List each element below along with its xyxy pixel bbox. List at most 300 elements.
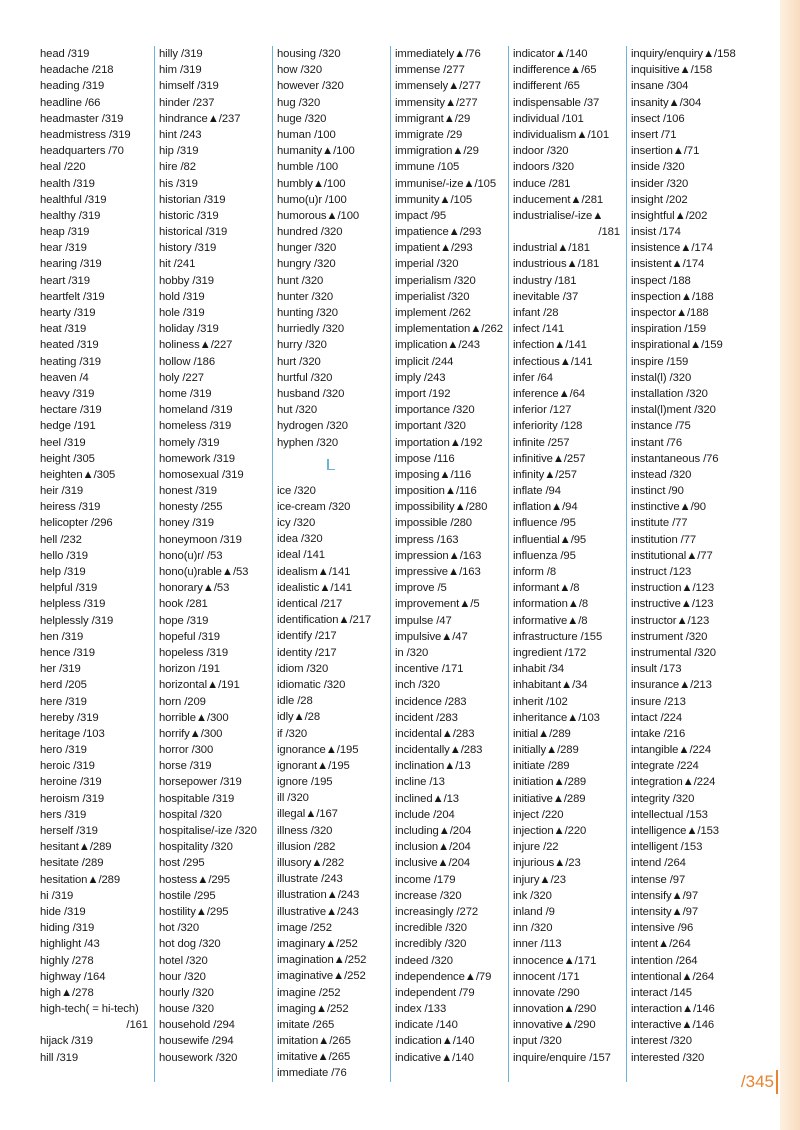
index-entry: insertion▲/71 — [631, 145, 700, 158]
index-entry: installation /320 — [631, 387, 708, 400]
index-entry: inclined▲/13 — [395, 792, 459, 805]
index-entry: intellectual /153 — [631, 808, 708, 821]
index-entry: index /133 — [395, 1003, 447, 1016]
index-entry: indication▲/140 — [395, 1035, 475, 1048]
index-entry: inform /8 — [513, 566, 557, 578]
index-entry: human /100 — [277, 128, 336, 141]
index-entry: incline /13 — [395, 776, 445, 789]
index-entry: insurance▲/213 — [631, 679, 712, 692]
index-entry: hospitalise/-ize /320 — [159, 825, 257, 837]
index-entry: identify /217 — [277, 630, 337, 643]
index-entry: intelligent /153 — [631, 841, 703, 854]
index-entry: immensity▲/277 — [395, 96, 478, 109]
index-entry: insistent▲/174 — [631, 258, 705, 271]
index-entry: highly /278 — [40, 954, 94, 967]
index-entry: height /305 — [40, 452, 95, 465]
index-entry: idealism▲/141 — [277, 565, 351, 578]
index-entry: hiding /319 — [40, 922, 95, 935]
index-entry: heating /319 — [40, 355, 101, 368]
index-entry: implement /262 — [395, 307, 471, 319]
index-entry: historical /319 — [159, 226, 228, 239]
index-entry: impossible /280 — [395, 517, 472, 530]
index-entry: innovation▲/290 — [513, 1003, 597, 1016]
index-entry: inject /220 — [513, 808, 564, 821]
page-number: /345 — [740, 1072, 774, 1091]
index-entry: hear /319 — [40, 242, 87, 255]
index-entry: instal(l)ment /320 — [631, 404, 716, 417]
index-entry: hopeless /319 — [159, 646, 229, 659]
index-entry: inclination▲/13 — [395, 760, 471, 773]
index-entry: initiate /289 — [513, 760, 570, 773]
index-entry: inspiration /159 — [631, 323, 707, 336]
index-entry: himself /319 — [159, 80, 219, 93]
index-entry: hour /320 — [159, 970, 206, 983]
index-entry: immigration▲/29 — [395, 145, 479, 158]
index-entry: idiomatic /320 — [277, 678, 346, 691]
index-entry: initially▲/289 — [513, 744, 579, 757]
index-entry: inhabitant▲/34 — [513, 679, 588, 692]
index-entry: income /179 — [395, 873, 456, 886]
index-entry: innocent /171 — [513, 970, 580, 983]
index-column — [272, 46, 390, 1082]
index-entry: insightful▲/202 — [631, 209, 708, 222]
index-entry: heroic /319 — [40, 760, 95, 773]
index-entry: heiress /319 — [40, 501, 101, 514]
index-entry: hen /319 — [40, 630, 84, 643]
index-entry: immediately▲/76 — [395, 48, 481, 60]
index-entry: imperialist /320 — [395, 290, 470, 303]
index-entry: ignore /195 — [277, 776, 333, 789]
index-entry: hi /319 — [40, 889, 74, 902]
index-entry: historian /319 — [159, 193, 226, 206]
letter-section-break — [277, 451, 390, 483]
index-entry: humanity▲/100 — [277, 145, 355, 158]
index-entry: illustrative▲/243 — [277, 905, 359, 918]
index-entry: ingredient /172 — [513, 646, 587, 659]
index-entry: in /320 — [395, 646, 429, 659]
index-entry: instance /75 — [631, 420, 691, 433]
index-entry: inspirational▲/159 — [631, 339, 723, 352]
index-entry: helplessly /319 — [40, 614, 114, 627]
index-entry: impression▲/163 — [395, 549, 482, 562]
index-entry: informant▲/8 — [513, 582, 580, 595]
index-entry: hunt /320 — [277, 274, 324, 287]
index-entry: imitate /265 — [277, 1018, 335, 1031]
index-entry: holy /227 — [159, 371, 204, 384]
index-entry: heartfelt /319 — [40, 290, 105, 303]
index-entry: incidental▲/283 — [395, 727, 475, 740]
index-entry: instrument /320 — [631, 630, 708, 643]
index-entry: influence /95 — [513, 517, 576, 530]
index-entry: hug /320 — [277, 96, 321, 109]
index-entry: hedge /191 — [40, 420, 96, 433]
index-entry: inside /320 — [631, 161, 685, 174]
index-entry: injurious▲/23 — [513, 857, 581, 870]
index-entry: illusory▲/282 — [277, 857, 345, 869]
index-entry: indoor /320 — [513, 145, 569, 158]
index-entry: illegal▲/167 — [277, 808, 338, 821]
index-entry: impress /163 — [395, 533, 459, 546]
index-entry: imitation▲/265 — [277, 1035, 351, 1048]
index-entry: inherit /102 — [513, 695, 568, 708]
index-entry: hunter /320 — [277, 290, 334, 303]
index-entry: innovate /290 — [513, 986, 580, 999]
index-entry: hurt /320 — [277, 355, 321, 368]
index-entry: injure /22 — [513, 841, 559, 854]
index-entry: importation▲/192 — [395, 436, 483, 449]
index-entry: indicate /140 — [395, 1019, 458, 1032]
index-entry: import /192 — [395, 387, 451, 400]
index-entry: inspire /159 — [631, 355, 689, 368]
index-entry: industrial▲/181 — [513, 242, 590, 255]
index-entry: host /295 — [159, 857, 205, 870]
index-entry: hectare /319 — [40, 404, 102, 417]
index-entry: helicopter /296 — [40, 517, 113, 530]
index-entry: hollow /186 — [159, 355, 216, 368]
index-entry: insult /173 — [631, 663, 682, 676]
index-entry: incentive /171 — [395, 663, 464, 676]
index-entry: illustration▲/243 — [277, 889, 360, 902]
index-entry: insist /174 — [631, 226, 681, 239]
index-column — [36, 46, 154, 1082]
index-entry: honeymoon /319 — [159, 533, 242, 546]
index-entry: immigrate /29 — [395, 128, 463, 141]
index-entry: housing /320 — [277, 48, 341, 60]
index-entry: instruct /123 — [631, 566, 692, 578]
index-entry: hotel /320 — [159, 954, 208, 967]
index-entry: infection▲/141 — [513, 339, 587, 352]
index-entry: hinder /237 — [159, 96, 215, 109]
index-entry: institution /77 — [631, 533, 697, 546]
index-entry: independence▲/79 — [395, 970, 492, 983]
index-entry: important /320 — [395, 420, 466, 433]
index-entry: insure /213 — [631, 695, 686, 708]
index-entry: identification▲/217 — [277, 614, 372, 627]
index-entry: hole /319 — [159, 307, 205, 319]
index-entry: holiday /319 — [159, 323, 219, 336]
index-entry: infinite /257 — [513, 436, 570, 449]
index-entry: historic /319 — [159, 209, 219, 222]
index-entry: injection▲/220 — [513, 825, 587, 837]
index-entry: heal /220 — [40, 161, 86, 174]
index-entry: indispensable /37 — [513, 96, 600, 109]
index-entry: illustrate /243 — [277, 873, 343, 886]
index-entry: instrumental /320 — [631, 646, 716, 659]
index-entry: head /319 — [40, 48, 90, 60]
index-entry: idly▲/28 — [277, 711, 321, 724]
index-entry: homely /319 — [159, 436, 220, 449]
index-entry: implementation▲/262 — [395, 323, 503, 336]
index-column — [626, 46, 766, 1082]
index-entry: identity /217 — [277, 646, 337, 659]
index-entry: horsepower /319 — [159, 776, 242, 789]
index-entry: however /320 — [277, 80, 344, 93]
index-entry: indifference▲/65 — [513, 64, 597, 77]
index-entry: hint /243 — [159, 128, 202, 141]
index-entry: image /252 — [277, 921, 332, 934]
index-entry: insanity▲/304 — [631, 96, 702, 109]
index-entry: intentional▲/264 — [631, 970, 715, 983]
index-entry: hungry /320 — [277, 258, 336, 271]
index-entry: innovative▲/290 — [513, 1019, 596, 1032]
index-entry: input /320 — [513, 1035, 562, 1048]
index-entry: instruction▲/123 — [631, 582, 715, 595]
index-entry: icy /320 — [277, 517, 316, 530]
index-entry: ideal /141 — [277, 549, 325, 562]
index-entry: intend /264 — [631, 857, 686, 870]
index-entry: infect /141 — [513, 323, 565, 336]
index-entry: inquisitive▲/158 — [631, 64, 713, 77]
index-entry: intent▲/264 — [631, 938, 691, 951]
index-entry: humble /100 — [277, 161, 339, 174]
index-entry: humo(u)r /100 — [277, 193, 347, 206]
index-entry: herself /319 — [40, 825, 98, 837]
index-entry: horrify▲/300 — [159, 727, 223, 740]
index-entry: impose /116 — [395, 452, 455, 465]
index-column — [154, 46, 272, 1082]
index-entry: heat /319 — [40, 323, 87, 336]
index-entry: instal(l) /320 — [631, 371, 692, 384]
index-entry: hourly /320 — [159, 986, 214, 999]
index-entry: high-tech( = hi-tech) — [40, 1003, 139, 1016]
index-entry: instead /320 — [631, 468, 692, 481]
index-entry: intelligence▲/153 — [631, 825, 719, 837]
index-entry: indicative▲/140 — [395, 1051, 474, 1064]
index-entry: instantaneous /76 — [631, 452, 719, 465]
index-entry: imperialism /320 — [395, 274, 476, 287]
index-entry: intensify▲/97 — [631, 889, 699, 902]
index-entry: hesitate /289 — [40, 857, 104, 870]
index-entry: insert /71 — [631, 128, 677, 141]
index-entry: hence /319 — [40, 646, 95, 659]
index-entry: identical /217 — [277, 598, 343, 610]
index-entry: intake /216 — [631, 727, 686, 740]
index-entry: heroine /319 — [40, 776, 102, 789]
index-entry: health /319 — [40, 177, 95, 190]
index-entry: hesitant▲/289 — [40, 841, 112, 854]
index-entry: interact /145 — [631, 986, 692, 999]
index-entry: hospitality /320 — [159, 841, 233, 854]
index-entry: indoors /320 — [513, 161, 574, 174]
index-entry: highlight /43 — [40, 938, 100, 951]
index-entry: husband /320 — [277, 387, 345, 400]
index-entry: integrate /224 — [631, 760, 699, 773]
index-entry: ignorant▲/195 — [277, 759, 350, 772]
index-entry: him /319 — [159, 64, 202, 77]
index-entry: intention /264 — [631, 954, 698, 967]
index-entry: inner /113 — [513, 938, 562, 951]
index-entry: instant /76 — [631, 436, 683, 449]
index-entry: house /320 — [159, 1003, 214, 1016]
index-entry: hurriedly /320 — [277, 323, 345, 336]
index-entry: inspector▲/188 — [631, 307, 709, 319]
index-entry: home /319 — [159, 387, 212, 400]
index-entry: implication▲/243 — [395, 339, 480, 352]
section-mark-icon — [327, 459, 335, 470]
index-entry: heroism /319 — [40, 792, 105, 805]
index-entry: initial▲/289 — [513, 727, 571, 740]
index-entry: headquarters /70 — [40, 145, 124, 158]
index-entry: hesitation▲/289 — [40, 873, 121, 886]
index-entry: inferiority /128 — [513, 420, 583, 433]
index-entry: infinitive▲/257 — [513, 452, 586, 465]
index-entry: hope /319 — [159, 614, 209, 627]
index-entry: infant /28 — [513, 307, 559, 319]
index-entry: hyphen /320 — [277, 436, 339, 449]
index-entry: imperial /320 — [395, 258, 459, 271]
index-entry: immensely▲/277 — [395, 80, 481, 93]
index-entry: heir /319 — [40, 485, 84, 498]
index-entry: hostility▲/295 — [159, 905, 229, 918]
index-entry: headmaster /319 — [40, 112, 124, 125]
index-entry: injury▲/23 — [513, 873, 566, 886]
index-entry: integration▲/224 — [631, 776, 716, 789]
index-entry: housewife /294 — [159, 1035, 234, 1048]
index-entry: impact /95 — [395, 209, 447, 222]
index-entry: horizontal▲/191 — [159, 679, 240, 692]
index-entry: infer /64 — [513, 371, 553, 384]
index-entry: his /319 — [159, 177, 198, 190]
index-entry: inclusive▲/204 — [395, 857, 471, 870]
index-entry: impulse /47 — [395, 614, 452, 627]
index-entry: household /294 — [159, 1019, 235, 1032]
index-entry: homosexual /319 — [159, 468, 244, 481]
index-entry: inspect /188 — [631, 274, 691, 287]
index-entry: horrible▲/300 — [159, 711, 229, 724]
index-entry: idiom /320 — [277, 662, 329, 675]
index-entry: ignorance▲/195 — [277, 743, 359, 756]
index-entry: informative▲/8 — [513, 614, 588, 627]
index-entry: hide /319 — [40, 905, 86, 918]
index-entry: improvement▲/5 — [395, 598, 480, 611]
index-entry: heritage /103 — [40, 727, 105, 740]
index-entry: indeed /320 — [395, 954, 453, 967]
index-entry: intangible▲/224 — [631, 744, 712, 757]
index-entry: horror /300 — [159, 744, 214, 757]
index-entry: honey /319 — [159, 517, 214, 530]
index-entry: history /319 — [159, 242, 217, 255]
index-entry: immunity▲/105 — [395, 193, 473, 206]
index-entry: hijack /319 — [40, 1035, 93, 1048]
index-entry: imposing▲/116 — [395, 468, 472, 481]
index-entry: honest /319 — [159, 485, 217, 498]
index-entry: intensity▲/97 — [631, 905, 699, 918]
index-entry: illness /320 — [277, 824, 333, 837]
index-entry: hospital /320 — [159, 808, 222, 821]
index-entry: holiness▲/227 — [159, 339, 233, 352]
index-entry: idea /320 — [277, 533, 323, 546]
index-entry: insight /202 — [631, 193, 688, 206]
index-entry: initiative▲/289 — [513, 792, 586, 805]
index-entry: inheritance▲/103 — [513, 711, 600, 724]
index-entry: intensive /96 — [631, 922, 694, 935]
index-entry: imply /243 — [395, 371, 446, 384]
index-entry: humbly▲/100 — [277, 177, 346, 190]
index-columns — [36, 46, 766, 1082]
index-entry: inflation▲/94 — [513, 501, 578, 514]
index-entry: infrastructure /155 — [513, 630, 603, 643]
index-entry: hill /319 — [40, 1051, 79, 1064]
index-entry: if /320 — [277, 727, 308, 740]
index-entry: importance /320 — [395, 404, 475, 417]
index-entry: honorary▲/53 — [159, 582, 230, 595]
index-entry: impatience▲/293 — [395, 226, 482, 239]
index-entry: improve /5 — [395, 582, 447, 595]
index-entry: infectious▲/141 — [513, 355, 593, 368]
index-entry: help /319 — [40, 566, 86, 578]
index-entry: influential▲/95 — [513, 533, 587, 546]
index-entry: homework /319 — [159, 452, 235, 465]
index-entry: inquire/enquire /157 — [513, 1051, 611, 1064]
index-entry: hono(u)rable▲/53 — [159, 566, 249, 578]
index-entry: /181 — [598, 226, 620, 239]
index-entry: institute /77 — [631, 517, 688, 530]
index-entry: immigrant▲/29 — [395, 112, 471, 125]
index-entry: heavy /319 — [40, 387, 95, 400]
index-entry: include /204 — [395, 808, 455, 821]
index-entry: hello /319 — [40, 549, 88, 562]
index-entry: hobby /319 — [159, 274, 214, 287]
index-entry: ice-cream /320 — [277, 500, 351, 513]
index-entry: incidentally▲/283 — [395, 744, 483, 757]
index-entry: horse /319 — [159, 760, 212, 773]
index-entry: inducement▲/281 — [513, 193, 604, 206]
index-entry: induce /281 — [513, 177, 571, 190]
index-entry: interactive▲/146 — [631, 1019, 715, 1032]
index-entry: here /319 — [40, 695, 87, 708]
index-entry: increase /320 — [395, 889, 462, 902]
index-entry: instinct /90 — [631, 485, 684, 498]
page-edge-tint — [780, 0, 800, 1130]
index-entry: interested /320 — [631, 1051, 705, 1064]
index-entry: incident /283 — [395, 711, 458, 724]
index-entry: hindrance▲/237 — [159, 112, 241, 125]
index-column — [390, 46, 508, 1082]
index-entry: industrious▲/181 — [513, 258, 600, 271]
index-entry: inference▲/64 — [513, 387, 586, 400]
index-column — [508, 46, 626, 1082]
index-entry: hut /320 — [277, 404, 318, 417]
index-entry: interaction▲/146 — [631, 1003, 715, 1016]
index-entry: individual /101 — [513, 112, 584, 125]
index-entry: innocence▲/171 — [513, 954, 597, 967]
index-entry: industrialise/-ize▲ — [513, 209, 604, 222]
index-entry: heel /319 — [40, 436, 86, 449]
index-entry: individualism▲/101 — [513, 128, 610, 141]
index-entry: imaging▲/252 — [277, 1002, 349, 1015]
index-entry: impossibility▲/280 — [395, 501, 488, 514]
index-entry: independent /79 — [395, 986, 475, 999]
index-entry: hearing /319 — [40, 258, 102, 271]
index-entry: incredibly /320 — [395, 938, 467, 951]
index-entry: inch /320 — [395, 679, 440, 692]
index-entry: impressive▲/163 — [395, 566, 481, 578]
page-number-bar — [776, 1070, 778, 1094]
index-entry: institutional▲/77 — [631, 549, 713, 562]
index-entry: hire /82 — [159, 161, 196, 174]
index-entry: hearty /319 — [40, 307, 96, 319]
index-entry: immunise/-ize▲/105 — [395, 177, 497, 190]
index-entry: imaginative▲/252 — [277, 970, 366, 983]
index-entry: instinctive▲/90 — [631, 501, 706, 514]
index-entry: hers /319 — [40, 808, 87, 821]
index-entry: huge /320 — [277, 112, 327, 125]
index-entry: herd /205 — [40, 679, 87, 692]
index-entry: indicator▲/140 — [513, 48, 588, 60]
index-entry: insect /106 — [631, 112, 685, 125]
index-entry: hot /320 — [159, 922, 200, 935]
index-entry: heighten▲/305 — [40, 468, 116, 481]
